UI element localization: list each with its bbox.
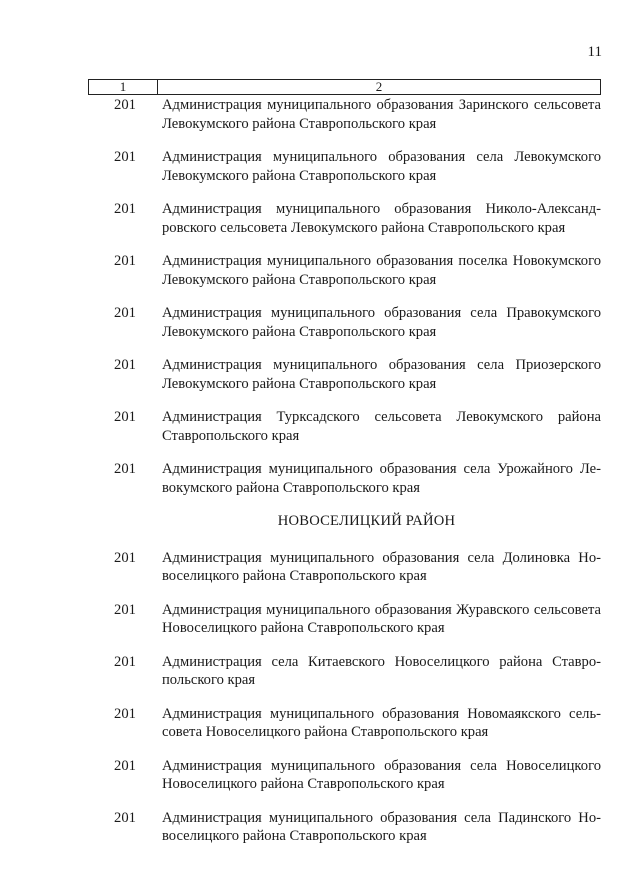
- list-item: [88, 148, 601, 185]
- entry-text: Администрация муниципального образования села Приозерского Левокумского района Ставропольского края: [162, 357, 601, 392]
- entry-text: Администрация муниципального образования села Урожайного Левокумского района Ставропольского края: [162, 461, 601, 496]
- entry-text: Администрация муниципального образования села Новоселицкого Новоселицкого района Ставропольского края: [162, 757, 601, 792]
- entry-code: 201: [114, 149, 136, 165]
- list-item: [88, 601, 601, 638]
- list-item: [88, 653, 601, 690]
- entry-text: Администрация муниципального образования села Долиновка Новоселицкого района Ставропольского края: [162, 549, 601, 584]
- entry-code: 201: [114, 601, 136, 618]
- entry-code: 201: [114, 409, 136, 425]
- list-item: [88, 549, 601, 586]
- list-item: [88, 705, 601, 742]
- entry-text: Администрация Турксадского сельсовета Левокумского района Ставропольского края: [162, 409, 601, 444]
- page-number: 11: [587, 44, 602, 60]
- entry-text: Администрация муниципального образования села Падинского Новоселицкого района Ставропольского края: [162, 809, 601, 844]
- entry-code: 201: [114, 201, 136, 217]
- entry-text: Администрация села Китаевского Новоселицкого района Ставропольского края: [162, 653, 601, 688]
- entry-text: Администрация муниципального образования Николо-Александровского сельсовета Левокумского района Ставропольского края: [162, 201, 601, 236]
- list-item: [88, 809, 601, 846]
- table-header-col-2: 2: [375, 79, 383, 94]
- entry-code: 201: [114, 305, 136, 321]
- entry-text: Администрация муниципального образования села Правокумского Левокумского района Ставропольского края: [162, 305, 601, 340]
- entry-text: Администрация муниципального образования Новомаякского сельсовета Новоселицкого района Ставропольского края: [162, 705, 601, 740]
- entry-code: 201: [114, 549, 136, 566]
- entries-list: [88, 96, 601, 861]
- district-heading: НОВОСЕЛИЦКИЙ РАЙОН: [277, 513, 456, 529]
- list-item: [88, 96, 601, 133]
- entry-code: 201: [114, 705, 136, 722]
- entry-code: 201: [114, 461, 136, 477]
- entry-code: 201: [114, 653, 136, 670]
- entry-text: Администрация муниципального образования Журавского сельсовета Новоселицкого района Ставропольского края: [162, 601, 601, 636]
- entry-text: Администрация муниципального образования Заринского сельсовета Левокумского района Ставропольского края: [162, 97, 601, 132]
- list-item: [88, 304, 601, 341]
- entry-text: Администрация муниципального образования поселка Новокумского Левокумского района Ставропольского края: [162, 253, 601, 288]
- entry-code: 201: [114, 97, 136, 113]
- list-item: [88, 356, 601, 393]
- entry-text: Администрация муниципального образования села Левокумского Левокумского района Ставропольского края: [162, 149, 601, 184]
- list-item: [88, 460, 601, 497]
- list-item: [88, 200, 601, 237]
- list-item: [88, 252, 601, 289]
- entry-code: 201: [114, 357, 136, 373]
- entry-code: 201: [114, 253, 136, 269]
- entry-code: 201: [114, 757, 136, 774]
- table-header: [88, 79, 601, 95]
- table-header-col-1: 1: [89, 80, 158, 94]
- list-item: [88, 757, 601, 794]
- list-item: [88, 408, 601, 445]
- entry-code: 201: [114, 809, 136, 826]
